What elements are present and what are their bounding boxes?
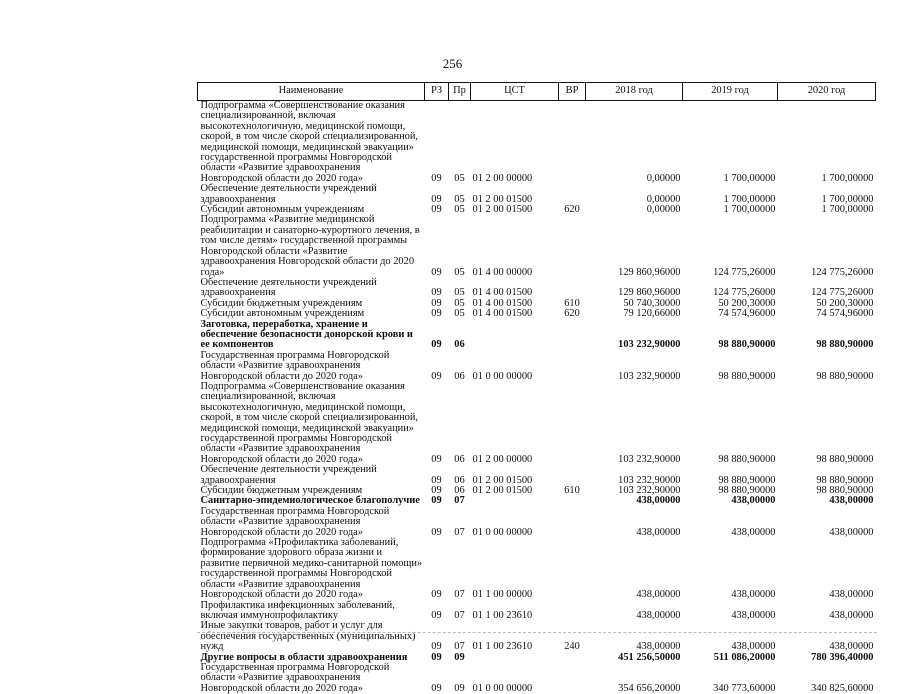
table-row: [198, 309, 876, 319]
row-pr: 07: [449, 496, 471, 506]
row-2019: 124 775,26000: [683, 215, 778, 277]
row-2019: 98 880,90000: [683, 382, 778, 465]
row-vr: [559, 663, 586, 694]
row-rz: 09: [425, 278, 449, 299]
row-cst: 01 0 00 00000: [471, 351, 559, 382]
table-row-section: [198, 653, 876, 663]
row-2019: 511 086,20000: [683, 653, 778, 663]
row-pr: 06: [449, 351, 471, 382]
row-vr: [559, 184, 586, 205]
row-name: Подпрограмма «Развитие медицинской реабилитации и санаторно-курортного лечения, в том числе детям» государственной программы Новгородской области «Развитие здравоохранения Новгородской области до 2020 года»: [198, 215, 425, 277]
row-2018: 103 232,90000: [586, 351, 683, 382]
row-2018: 103 232,90000: [586, 382, 683, 465]
row-rz: 09: [425, 351, 449, 382]
header-2020: 2020 год: [778, 83, 876, 101]
row-2020: 780 396,40000: [778, 653, 876, 663]
row-vr: 240: [559, 621, 586, 652]
row-vr: [559, 465, 586, 486]
row-pr: 07: [449, 507, 471, 538]
row-pr: 05: [449, 278, 471, 299]
row-2018: 438,00000: [586, 621, 683, 652]
table-row: [198, 278, 876, 299]
row-rz: 09: [425, 184, 449, 205]
row-2020: 98 880,90000: [778, 486, 876, 496]
row-2018: 79 120,66000: [586, 309, 683, 319]
row-cst: 01 2 00 01500: [471, 465, 559, 486]
row-vr: [559, 278, 586, 299]
row-2020: 98 880,90000: [778, 465, 876, 486]
row-2018: 0,00000: [586, 184, 683, 205]
row-2018: 0,00000: [586, 205, 683, 215]
table-row: [198, 184, 876, 205]
row-rz: 09: [425, 653, 449, 663]
row-cst: 01 2 00 01500: [471, 184, 559, 205]
header-name: Наименование: [198, 83, 425, 101]
row-vr: [559, 320, 586, 351]
table-row: [198, 101, 876, 185]
row-2018: 50 740,30000: [586, 299, 683, 309]
table-header-row: [198, 83, 876, 101]
row-rz: 09: [425, 309, 449, 319]
row-2019: 98 880,90000: [683, 320, 778, 351]
row-cst: 01 0 00 00000: [471, 663, 559, 694]
row-2019: 74 574,96000: [683, 309, 778, 319]
row-pr: 07: [449, 621, 471, 652]
row-rz: 09: [425, 496, 449, 506]
row-2019: 438,00000: [683, 621, 778, 652]
row-vr: [559, 382, 586, 465]
table-row-section: [198, 320, 876, 351]
row-pr: 06: [449, 465, 471, 486]
row-vr: [559, 507, 586, 538]
header-pr: Пр: [449, 83, 471, 101]
row-cst: 01 1 00 23610: [471, 601, 559, 622]
row-name: Подпрограмма «Совершенствование оказания специализированной, включая высокотехнологичную, медицинской помощи, скорой, в том числе скорой специализированной, медицинской помощи, медицинской эвакуации» государственной программы Новгородской области «Развитие здравоохранения Новгородской области до 2020 года»: [198, 382, 425, 465]
row-name: Субсидии бюджетным учреждениям: [198, 299, 425, 309]
row-2019: 438,00000: [683, 496, 778, 506]
row-name: Государственная программа Новгородской области «Развитие здравоохранения Новгородской области до 2020 года»: [198, 507, 425, 538]
row-vr: [559, 496, 586, 506]
row-cst: 01 4 00 01500: [471, 299, 559, 309]
row-rz: 09: [425, 299, 449, 309]
row-pr: 05: [449, 215, 471, 277]
header-2019: 2019 год: [683, 83, 778, 101]
row-pr: 05: [449, 299, 471, 309]
page-number: 256: [0, 56, 905, 72]
row-pr: 05: [449, 205, 471, 215]
row-vr: 610: [559, 486, 586, 496]
row-2020: 340 825,60000: [778, 663, 876, 694]
row-cst: 01 4 00 00000: [471, 215, 559, 277]
row-cst: 01 2 00 00000: [471, 382, 559, 465]
table-row: [198, 215, 876, 277]
row-2019: 438,00000: [683, 507, 778, 538]
row-2019: 98 880,90000: [683, 351, 778, 382]
row-2018: 438,00000: [586, 507, 683, 538]
row-rz: 09: [425, 382, 449, 465]
row-2019: 340 773,60000: [683, 663, 778, 694]
row-name: Подпрограмма «Профилактика заболеваний, формирование здорового образа жизни и развитие первичной медико-санитарной помощи» государственной программы Новгородской области «Развитие здравоохранения Новгородской области до 2020 года»: [198, 538, 425, 600]
row-rz: 09: [425, 320, 449, 351]
row-rz: 09: [425, 215, 449, 277]
row-2020: 438,00000: [778, 621, 876, 652]
row-pr: 05: [449, 309, 471, 319]
header-rz: РЗ: [425, 83, 449, 101]
row-rz: 09: [425, 621, 449, 652]
table-row: [198, 382, 876, 465]
row-2019: 98 880,90000: [683, 465, 778, 486]
row-2019: 98 880,90000: [683, 486, 778, 496]
row-name: Субсидии автономным учреждениям: [198, 205, 425, 215]
row-name: Заготовка, переработка, хранение и обеспечение безопасности донорской крови и ее компонентов: [198, 320, 425, 351]
row-pr: 09: [449, 663, 471, 694]
row-name: Профилактика инфекционных заболеваний, включая иммунопрофилактику: [198, 601, 425, 622]
row-2018: 438,00000: [586, 601, 683, 622]
row-vr: [559, 215, 586, 277]
row-2019: 1 700,00000: [683, 184, 778, 205]
row-cst: 01 1 00 23610: [471, 621, 559, 652]
row-2020: 438,00000: [778, 507, 876, 538]
row-cst: [471, 653, 559, 663]
row-rz: 09: [425, 465, 449, 486]
row-2018: 129 860,96000: [586, 215, 683, 277]
row-cst: 01 2 00 01500: [471, 205, 559, 215]
row-2019: 1 700,00000: [683, 205, 778, 215]
row-rz: 09: [425, 507, 449, 538]
row-name: Обеспечение деятельности учреждений здравоохранения: [198, 184, 425, 205]
row-2018: 438,00000: [586, 538, 683, 600]
row-vr: [559, 351, 586, 382]
row-2020: 98 880,90000: [778, 382, 876, 465]
row-name: Субсидии автономным учреждениям: [198, 309, 425, 319]
row-2018: 354 656,20000: [586, 663, 683, 694]
row-cst: 01 4 00 01500: [471, 309, 559, 319]
row-vr: [559, 101, 586, 185]
row-pr: 06: [449, 486, 471, 496]
row-vr: 620: [559, 309, 586, 319]
row-vr: 620: [559, 205, 586, 215]
header-2018: 2018 год: [586, 83, 683, 101]
row-rz: 09: [425, 205, 449, 215]
row-2019: 1 700,00000: [683, 101, 778, 185]
row-2020: 438,00000: [778, 601, 876, 622]
row-name: Подпрограмма «Совершенствование оказания специализированной, включая высокотехнологичную, медицинской помощи, скорой, в том числе скорой специализированной, медицинской помощи, медицинской эвакуации» государственной программы Новгородской области «Развитие здравоохранения Новгородской области до 2020 года»: [198, 101, 425, 185]
row-2020: 98 880,90000: [778, 320, 876, 351]
row-cst: 01 2 00 00000: [471, 101, 559, 185]
row-cst: 01 4 00 01500: [471, 278, 559, 299]
row-pr: 09: [449, 653, 471, 663]
table-row: [198, 601, 876, 622]
table-row: [198, 621, 876, 652]
row-2018: 438,00000: [586, 496, 683, 506]
page-bottom-divider: [197, 632, 877, 634]
row-pr: 05: [449, 184, 471, 205]
row-cst: [471, 320, 559, 351]
header-vr: ВР: [559, 83, 586, 101]
row-2018: 129 860,96000: [586, 278, 683, 299]
row-cst: 01 1 00 00000: [471, 538, 559, 600]
table-row: [198, 663, 876, 694]
row-cst: 01 0 00 00000: [471, 507, 559, 538]
row-2018: 451 256,50000: [586, 653, 683, 663]
row-name: Санитарно-эпидемиологическое благополучие: [198, 496, 425, 506]
row-rz: 09: [425, 101, 449, 185]
row-rz: 09: [425, 538, 449, 600]
row-name: Обеспечение деятельности учреждений здравоохранения: [198, 465, 425, 486]
row-2019: 438,00000: [683, 601, 778, 622]
row-2019: 124 775,26000: [683, 278, 778, 299]
row-vr: 610: [559, 299, 586, 309]
row-name: Обеспечение деятельности учреждений здравоохранения: [198, 278, 425, 299]
row-name: Государственная программа Новгородской области «Развитие здравоохранения Новгородской области до 2020 года»: [198, 663, 425, 694]
row-2020: 438,00000: [778, 496, 876, 506]
row-2020: 74 574,96000: [778, 309, 876, 319]
row-pr: 07: [449, 601, 471, 622]
budget-table: [197, 82, 876, 694]
row-pr: 06: [449, 382, 471, 465]
table-row: [198, 507, 876, 538]
row-2020: 50 200,30000: [778, 299, 876, 309]
row-pr: 05: [449, 101, 471, 185]
table-row: [198, 538, 876, 600]
row-2020: 438,00000: [778, 538, 876, 600]
row-2020: 124 775,26000: [778, 215, 876, 277]
row-name: Государственная программа Новгородской области «Развитие здравоохранения Новгородской области до 2020 года»: [198, 351, 425, 382]
row-pr: 07: [449, 538, 471, 600]
row-2019: 50 200,30000: [683, 299, 778, 309]
table-row: [198, 465, 876, 486]
row-2020: 98 880,90000: [778, 351, 876, 382]
row-2018: 103 232,90000: [586, 465, 683, 486]
row-vr: [559, 601, 586, 622]
row-vr: [559, 653, 586, 663]
row-cst: [471, 496, 559, 506]
row-2020: 1 700,00000: [778, 184, 876, 205]
row-2018: 0,00000: [586, 101, 683, 185]
header-cst: ЦСТ: [471, 83, 559, 101]
row-name: Другие вопросы в области здравоохранения: [198, 653, 425, 663]
table-body: [198, 101, 876, 694]
row-name: Иные закупки товаров, работ и услуг для обеспечения государственных (муниципальных) нужд: [198, 621, 425, 652]
row-rz: 09: [425, 486, 449, 496]
row-2020: 124 775,26000: [778, 278, 876, 299]
row-name: Субсидии бюджетным учреждениям: [198, 486, 425, 496]
row-rz: 09: [425, 663, 449, 694]
row-cst: 01 2 00 01500: [471, 486, 559, 496]
row-2018: 103 232,90000: [586, 320, 683, 351]
row-2018: 103 232,90000: [586, 486, 683, 496]
row-vr: [559, 538, 586, 600]
row-2020: 1 700,00000: [778, 101, 876, 185]
row-pr: 06: [449, 320, 471, 351]
table-row: [198, 351, 876, 382]
row-2019: 438,00000: [683, 538, 778, 600]
row-2020: 1 700,00000: [778, 205, 876, 215]
row-rz: 09: [425, 601, 449, 622]
